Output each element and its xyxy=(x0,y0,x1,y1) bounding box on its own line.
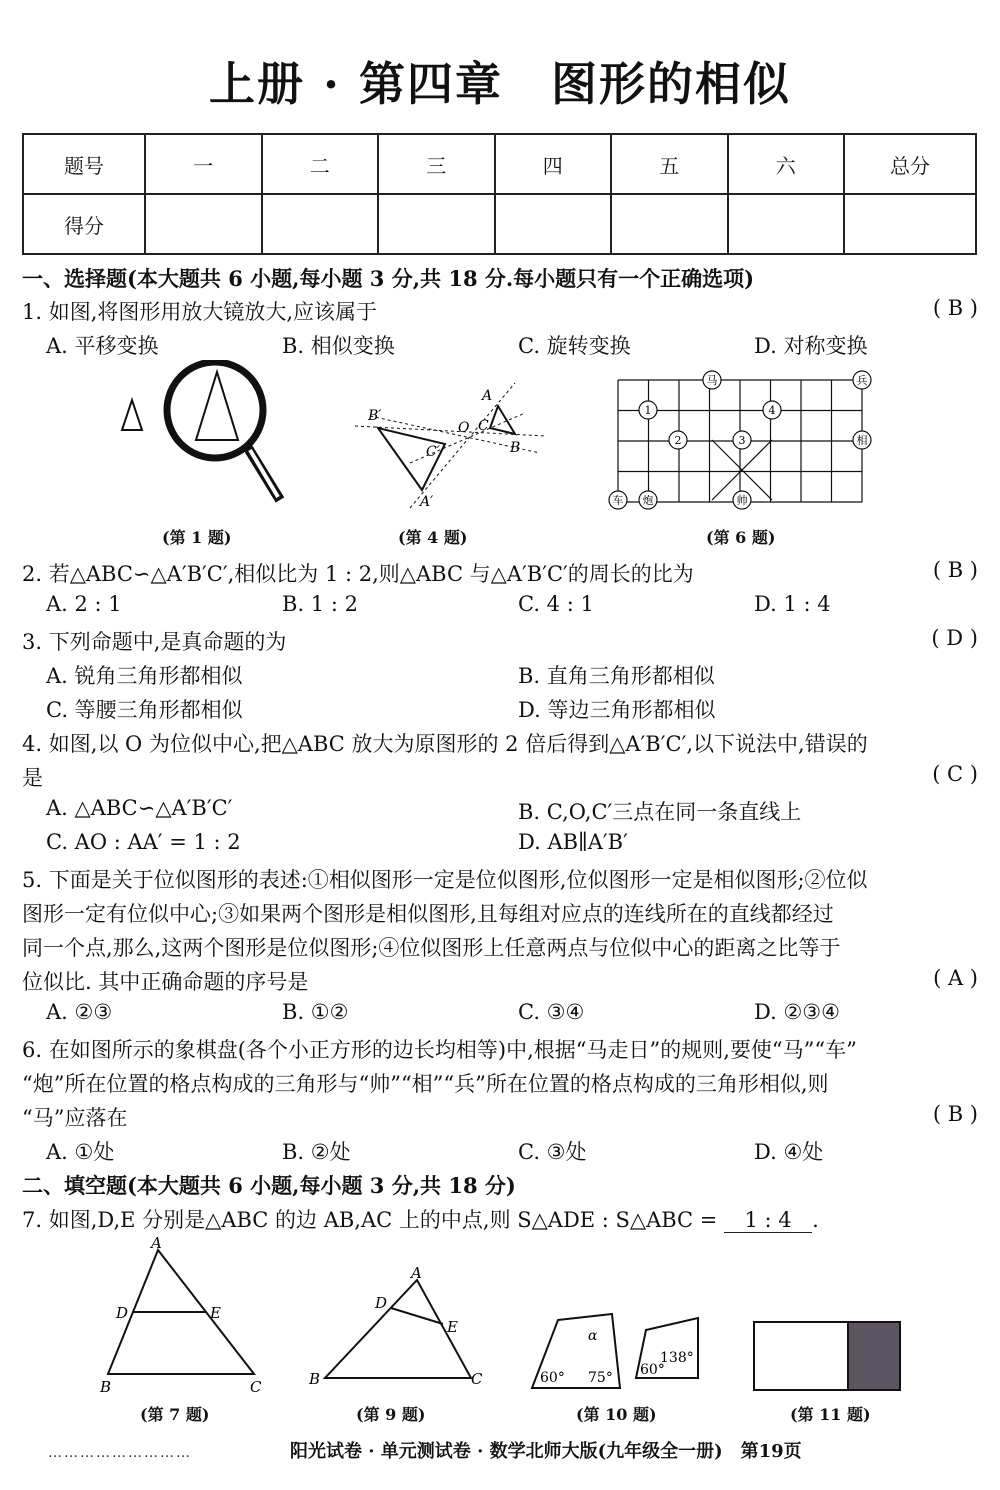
figure-triangle-cut xyxy=(305,1266,495,1396)
mark-4: 4 xyxy=(768,404,776,417)
score-header-row xyxy=(23,134,976,194)
option: C. ③④ xyxy=(518,1000,585,1024)
page-title: 上册 · 第四章 图形的相似 xyxy=(208,57,792,111)
segment-de xyxy=(391,1308,443,1324)
table-cell: 一 xyxy=(145,134,262,194)
question-stem: 同一个点,那么,这两个图形是位似图形;④位似图形上任意两点与位似中心的距离之比等于 xyxy=(22,936,841,960)
rectangle-shaded xyxy=(848,1322,900,1390)
answer-mark: ( A ) xyxy=(933,966,978,990)
label-e: E xyxy=(447,1318,458,1336)
score-input-cell[interactable] xyxy=(611,194,728,254)
mark-1: 1 xyxy=(644,404,652,417)
score-table xyxy=(22,133,977,255)
question-text: 7. 如图,D,E 分别是△ABC 的边 AB,AC 上的中点,则 S△ADE : S△ABC = xyxy=(22,1208,718,1232)
label-c: C xyxy=(478,418,489,434)
label-a-prime: A′ xyxy=(420,494,434,510)
page-footer: 阳光试卷 · 单元测试卷 · 数学北师大版(九年级全一册) 第19页 xyxy=(290,1441,802,1462)
option: C. ③处 xyxy=(518,1140,587,1164)
small-triangle xyxy=(122,400,142,430)
question-stem: 图形一定有位似中心;③如果两个图形是相似图形,且每组对应点的连线所在的直线都经过 xyxy=(22,902,834,926)
score-input-cell[interactable] xyxy=(378,194,495,254)
figure-caption: (第 4 题) xyxy=(398,528,468,547)
question-stem: 7. 如图,D,E 分别是△ABC 的边 AB,AC 上的中点,则 S△ADE : S△ABC = 1 : 4 . xyxy=(22,1208,819,1232)
label-a: A xyxy=(151,1236,162,1252)
option: A. ①处 xyxy=(46,1140,115,1164)
piece-pao: 炮 xyxy=(642,494,654,507)
label-alpha: α xyxy=(588,1328,598,1344)
triangle-abc xyxy=(490,406,515,434)
label-c: C xyxy=(250,1378,262,1396)
question-stem: 位似比. 其中正确命题的序号是 xyxy=(22,970,309,994)
table-cell: 五 xyxy=(611,134,728,194)
section-heading: 二、填空题(本大题共 6 小题,每小题 3 分,共 18 分) xyxy=(22,1173,516,1198)
option: A. ②③ xyxy=(46,1000,113,1024)
score-input-cell[interactable] xyxy=(145,194,262,254)
figure-magnifier xyxy=(110,360,300,520)
question-stem: 6. 在如图所示的象棋盘(各个小正方形的边长均相等)中,根据“马走日”的规则,要使“马”“车” xyxy=(22,1038,857,1062)
label-e: E xyxy=(210,1304,221,1322)
piece-xiang: 相 xyxy=(856,434,868,447)
mark-3: 3 xyxy=(738,434,746,447)
label-d: D xyxy=(116,1304,129,1322)
score-input-cell[interactable] xyxy=(262,194,379,254)
label-c: C xyxy=(471,1370,483,1388)
option: B. ②处 xyxy=(282,1140,351,1164)
label-138: 138° xyxy=(660,1350,694,1366)
figure-chessboard xyxy=(608,370,878,516)
option: A. 2 : 1 xyxy=(46,592,122,616)
footer-dots-left: ……………………… xyxy=(48,1445,192,1461)
label-b: B xyxy=(510,440,521,456)
answer-mark: ( D ) xyxy=(931,626,978,650)
question-stem: 是 xyxy=(22,766,43,790)
label-75: 75° xyxy=(588,1370,613,1386)
label-b-prime: B′ xyxy=(368,408,382,424)
table-cell: 二 xyxy=(262,134,379,194)
option: D. ④处 xyxy=(754,1140,824,1164)
label-b: B xyxy=(100,1378,112,1396)
label-60: 60° xyxy=(540,1370,565,1386)
large-triangle xyxy=(196,372,238,440)
figure-caption: (第 7 题) xyxy=(140,1405,210,1424)
label-60-b: 60° xyxy=(640,1362,665,1378)
question-stem: “马”应落在 xyxy=(22,1106,128,1130)
option: D. AB∥A′B′ xyxy=(518,830,628,854)
score-input-cell[interactable] xyxy=(728,194,845,254)
answer-mark: ( B ) xyxy=(932,1102,978,1126)
question-stem: 5. 下面是关于位似图形的表述:①相似图形一定是位似图形,位似图形一定是相似图形;②位似 xyxy=(22,868,868,892)
option: A. 平移变换 xyxy=(46,334,159,358)
figure-caption: (第 9 题) xyxy=(356,1405,426,1424)
piece-bing: 兵 xyxy=(856,374,868,387)
figure-homothety xyxy=(350,378,550,518)
label-a: A xyxy=(411,1266,422,1282)
table-cell: 题号 xyxy=(23,134,145,194)
piece-che: 车 xyxy=(612,494,624,507)
mark-2: 2 xyxy=(674,434,682,447)
option: D. 1 : 4 xyxy=(754,592,831,616)
score-row xyxy=(23,194,976,254)
question-stem: 1. 如图,将图形用放大镜放大,应该属于 xyxy=(22,300,378,324)
option: A. 锐角三角形都相似 xyxy=(46,664,243,688)
question-stem: “炮”所在位置的格点构成的三角形与“帅”“相”“兵”所在位置的格点构成的三角形相似,则 xyxy=(22,1072,829,1096)
piece-ma: 马 xyxy=(706,374,718,387)
answer-mark: ( C ) xyxy=(932,762,978,786)
answer-mark: ( B ) xyxy=(932,296,978,320)
rectangle-outer xyxy=(754,1322,848,1390)
figure-caption: (第 6 题) xyxy=(706,528,776,547)
figure-caption: (第 10 题) xyxy=(576,1405,657,1424)
table-cell: 四 xyxy=(495,134,612,194)
figure-quadrilaterals xyxy=(528,1306,708,1396)
question-stem: 4. 如图,以 O 为位似中心,把△ABC 放大为原图形的 2 倍后得到△A′B′C′,以下说法中,错误的 xyxy=(22,732,868,756)
option: B. C,O,C′三点在同一条直线上 xyxy=(518,800,802,824)
answer-blank[interactable]: 1 : 4 xyxy=(724,1208,812,1233)
label-a: A xyxy=(482,388,493,404)
option: D. 对称变换 xyxy=(754,334,868,358)
option: C. AO : AA′ = 1 : 2 xyxy=(46,830,241,854)
label-o: O xyxy=(458,420,470,436)
figure-caption: (第 11 题) xyxy=(790,1405,871,1424)
table-cell: 三 xyxy=(378,134,495,194)
score-input-cell[interactable] xyxy=(495,194,612,254)
label-b: B xyxy=(309,1370,321,1388)
figure-caption: (第 1 题) xyxy=(162,528,232,547)
figure-rectangles xyxy=(750,1318,910,1394)
option: C. 旋转变换 xyxy=(518,334,631,358)
label-d: D xyxy=(375,1294,388,1312)
option: D. ②③④ xyxy=(754,1000,840,1024)
answer-mark: ( B ) xyxy=(932,558,978,582)
option: B. 相似变换 xyxy=(282,334,395,358)
table-cell: 六 xyxy=(728,134,845,194)
option: B. 直角三角形都相似 xyxy=(518,664,715,688)
question-stem: 2. 若△ABC∽△A′B′C′,相似比为 1 : 2,则△ABC 与△A′B′C′的周长的比为 xyxy=(22,562,694,586)
option: B. ①② xyxy=(282,1000,349,1024)
question-stem: 3. 下列命题中,是真命题的为 xyxy=(22,630,287,654)
option: C. 等腰三角形都相似 xyxy=(46,698,243,722)
label-c-prime: C′ xyxy=(426,444,440,460)
option: A. △ABC∽△A′B′C′ xyxy=(46,796,233,820)
section-heading: 一、选择题(本大题共 6 小题,每小题 3 分,共 18 分.每小题只有一个正确选项) xyxy=(22,266,755,291)
option: C. 4 : 1 xyxy=(518,592,594,616)
figure-triangle-midline xyxy=(96,1236,272,1396)
option: D. 等边三角形都相似 xyxy=(518,698,716,722)
table-cell: 得分 xyxy=(23,194,145,254)
table-cell: 总分 xyxy=(844,134,976,194)
piece-shuai: 帅 xyxy=(736,494,748,507)
score-input-cell[interactable] xyxy=(844,194,976,254)
option: B. 1 : 2 xyxy=(282,592,358,616)
